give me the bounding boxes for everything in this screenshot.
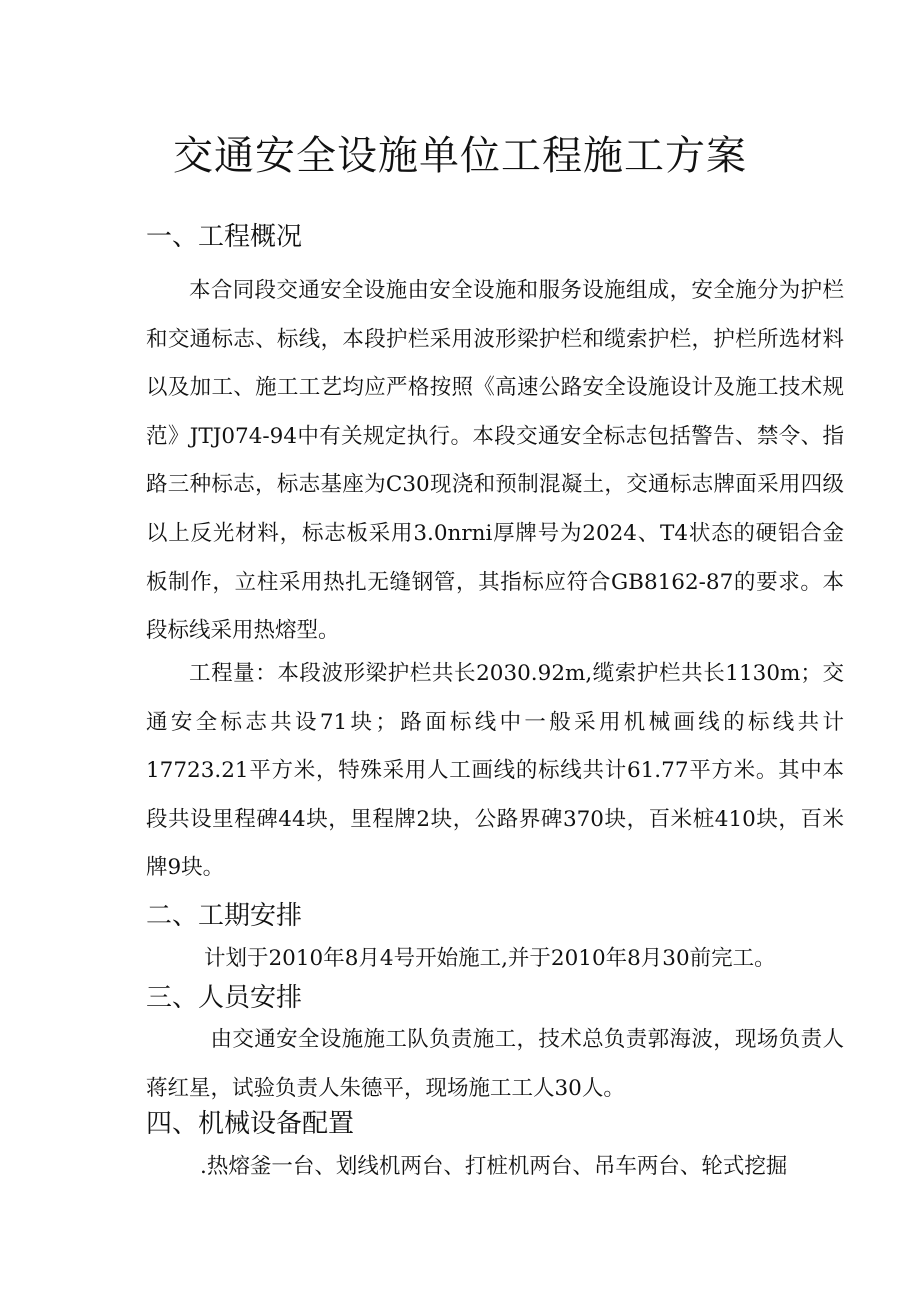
- quantities-paragraph: 工程量：本段波形梁护栏共长2030.92m,缆索护栏共长1130m；交通安全标志共设71块；路面标线中一般采用机械画线的标线共计17723.21平方米，特殊采用人工画线的标线共计61.77平方米。其中本段共设里程碑44块，里程牌2块，公路界碑370块，百米桩410块，百米牌9块。: [146, 661, 844, 881]
- section-heading-schedule: 二、工期安排: [146, 901, 303, 931]
- overview-paragraph: 本合同段交通安全设施由安全设施和服务设施组成，安全施分为护栏和交通标志、标线，本段护栏采用波形梁护栏和缆索护栏，护栏所选材料以及加工、施工工艺均应严格按照《高速公路安全设施设计及施工技术规范》JTJ074-94中有关规定执行。本段交通安全标志包括警告、禁令、指路三种标志，标志基座为C30现浇和预制混凝土，交通标志牌面采用四级以上反光材料，标志板采用3.0nrni厚牌号为2024、T4状态的硬铝合金板制作，立柱采用热扎无缝钢管，其指标应符合GB8162-87的要求。本段标线采用热熔型。: [146, 278, 844, 644]
- schedule-text: 计划于2010年8月4号开始施工,并于2010年8月30前完工。: [204, 946, 776, 971]
- section-heading-equipment: 四、机械设备配置: [146, 1109, 355, 1139]
- personnel-paragraph: 由交通安全设施施工队负责施工，技术总负责郭海波，现场负责人蒋红星，试验负责人朱德平，现场施工工人30人。: [146, 1027, 844, 1101]
- document-title: 交通安全设施单位工程施工方案: [173, 133, 747, 179]
- section-heading-personnel: 三、人员安排: [146, 983, 303, 1013]
- section-heading-overview: 一、工程概况: [146, 222, 303, 252]
- equipment-text: .热熔釜一台、划线机两台、打桩机两台、吊车两台、轮式挖掘: [200, 1154, 788, 1179]
